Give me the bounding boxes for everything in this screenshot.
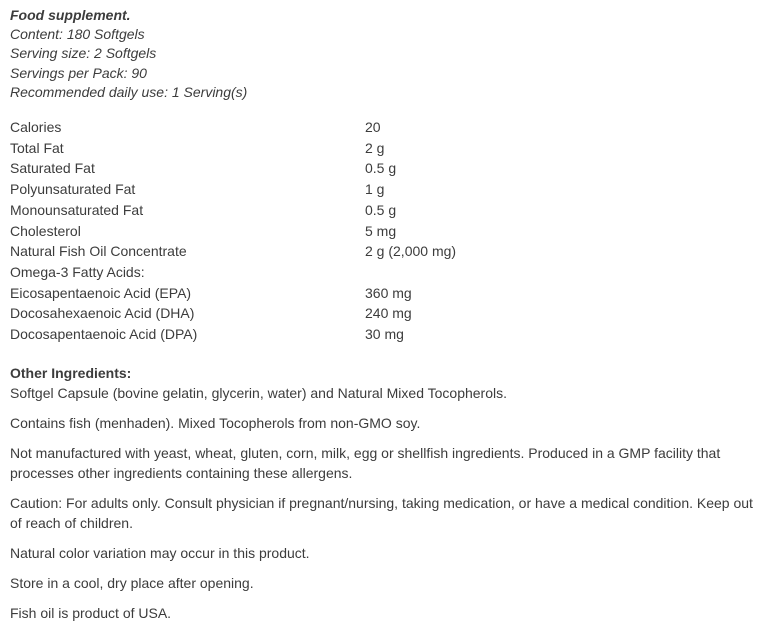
table-row — [10, 158, 766, 179]
origin-note: Fish oil is product of USA. — [10, 604, 172, 621]
table-row — [10, 303, 766, 324]
content-line: Content: 180 Softgels — [10, 26, 145, 43]
allergen-note: Not manufactured with yeast, wheat, gluten, corn, milk, egg or shellfish ingredients. Produced in a GMP facility that processes other ingredients containing these allergens. — [10, 444, 721, 481]
nutrient-label: Calories — [10, 119, 62, 136]
nutrient-value: 0.5 g — [365, 201, 397, 218]
table-row — [10, 324, 766, 345]
nutrient-label: Docosahexaenoic Acid (DHA) — [10, 305, 195, 322]
servings-per-pack-line: Servings per Pack: 90 — [10, 64, 147, 81]
recommended-daily-use-line: Recommended daily use: 1 Serving(s) — [10, 83, 248, 100]
storage-note: Store in a cool, dry place after opening. — [10, 574, 254, 591]
nutrient-value: 2 g — [365, 139, 385, 156]
nutrient-value: 2 g (2,000 mg) — [365, 243, 457, 260]
nutrient-value: 20 — [365, 119, 381, 136]
nutrition-table — [10, 117, 766, 345]
table-row — [10, 283, 766, 304]
nutrient-label: Omega-3 Fatty Acids: — [10, 263, 145, 280]
nutrient-value: 30 mg — [365, 326, 404, 343]
nutrient-value: 5 mg — [365, 222, 397, 239]
other-ingredients-heading: Other Ingredients: — [10, 364, 132, 381]
nutrient-label: Eicosapentaenoic Acid (EPA) — [10, 284, 192, 301]
nutrient-value: 240 mg — [365, 305, 412, 322]
other-ingredients-section — [10, 363, 766, 403]
nutrient-label: Natural Fish Oil Concentrate — [10, 243, 187, 260]
nutrient-label: Total Fat — [10, 139, 64, 156]
supplement-title: Food supplement. — [10, 7, 131, 23]
nutrient-value: 360 mg — [365, 284, 412, 301]
table-row — [10, 179, 766, 200]
caution-note: Caution: For adults only. Consult physician if pregnant/nursing, taking medication, or have a medical condition. Keep out of reach of children. — [10, 494, 753, 531]
nutrient-label: Cholesterol — [10, 222, 81, 239]
other-ingredients-body: Softgel Capsule (bovine gelatin, glycerin, water) and Natural Mixed Tocopherols. — [10, 384, 508, 401]
table-row — [10, 262, 766, 283]
nutrient-label: Monounsaturated Fat — [10, 201, 144, 218]
table-row — [10, 221, 766, 242]
serving-size-line: Serving size: 2 Softgels — [10, 45, 157, 62]
contains-fish-note: Contains fish (menhaden). Mixed Tocopherols from non-GMO soy. — [10, 414, 421, 431]
nutrient-label: Polyunsaturated Fat — [10, 181, 136, 198]
nutrient-value: 0.5 g — [365, 160, 397, 177]
nutrient-label: Saturated Fat — [10, 160, 95, 177]
nutrient-value — [365, 262, 766, 283]
table-row — [10, 200, 766, 221]
color-variation-note: Natural color variation may occur in this product. — [10, 544, 310, 561]
nutrient-label: Docosapentaenoic Acid (DPA) — [10, 326, 198, 343]
nutrient-value: 1 g — [365, 181, 385, 198]
table-row — [10, 138, 766, 159]
table-row — [10, 241, 766, 262]
supplement-header — [10, 6, 766, 102]
table-row — [10, 117, 766, 138]
